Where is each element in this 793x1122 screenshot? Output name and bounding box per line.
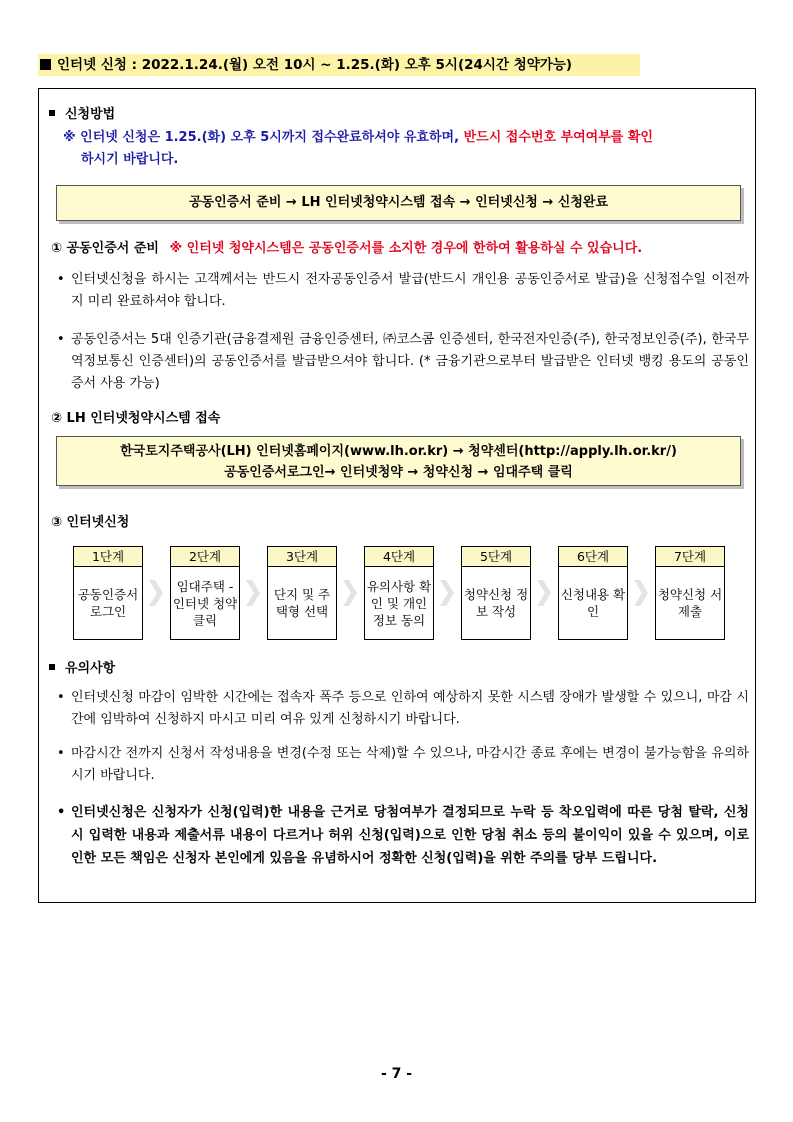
dot-bullet-icon: • [57,746,65,761]
step3-heading: ③ 인터넷신청 [51,515,130,530]
caution-bullet-bold [57,801,749,870]
step-label: 5단계 [462,547,530,567]
dot-bullet-icon: • [57,690,65,705]
page-title-text: 인터넷 신청 : 2022.1.24.(월) 오전 10시 ~ 1.25.(화) 오후 5시(24시간 청약가능) [57,57,573,73]
caution-bullet [57,743,749,787]
caution-bullet-text: 인터넷신청 마감이 임박한 시간에는 접속자 폭주 등으로 인하여 예상하지 못한 시스템 장애가 발생할 수 있으니, 마감 시간에 임박하여 신청하지 마시고 미리 여유 있게 신청하시기 바랍니다. [71,690,749,727]
caution-bullet [57,687,749,731]
step-box [364,546,434,640]
page-number: - 7 - [380,1066,413,1082]
chevron-right-icon [634,580,648,606]
step-desc: 공동인증서 로그인 [77,587,139,619]
step2-line2: 공동인증서로그인→ 인터넷청약 → 청약신청 → 임대주택 클릭 [224,465,573,480]
step-box [655,546,725,640]
step2-heading: ② LH 인터넷청약시스템 접속 [51,411,221,426]
square-bullet-icon [49,664,55,670]
square-bullet-icon [49,110,55,116]
method-note [63,127,653,149]
note-red-text: 반드시 접수번호 부여여부를 확인 [463,130,653,145]
content-frame [38,88,756,903]
step1-heading-text: ① 공동인증서 준비 [51,241,159,256]
step-box [461,546,531,640]
caution-bullet-text: 인터넷신청은 신청자가 신청(입력)한 내용을 근거로 당첨여부가 결정되므로 누락 등 착오입력에 따른 당첨 탈락, 신청 시 입력한 내용과 제출서류 내용이 다르거나 허위 신청(입력)으로 인한 당첨 취소 등의 불이익이 있을 수 있으며, 이로 인한 모든 책임은 신청자 본인에게 있음을 유념하시어 정확한 신청(입력)을 위한 주의를 당부 드립니다. [71,805,749,866]
step1-bullet [57,329,749,395]
method-note-line2: 하시기 바랍니다. [81,152,179,167]
step-desc: 유의사항 확인 및 개인정보 동의 [366,578,432,628]
page-title [38,54,640,76]
flow-summary-box [56,185,741,221]
chevron-right-icon [537,580,551,606]
step-box [73,546,143,640]
step-desc: 신청내용 확인 [560,587,626,619]
chevron-right-icon [343,580,357,606]
step1-bullet [57,269,749,313]
step-box [170,546,240,640]
step2-line1: 한국토지주택공사(LH) 인터넷홈페이지(www.lh.or.kr) → 청약센터(http://apply.lh.or.kr/) [120,444,677,459]
chevron-right-icon [149,580,163,606]
method-heading [49,103,115,122]
step-desc: 임대주택 -인터넷 청약 클릭 [172,578,238,628]
step-box [267,546,337,640]
step-label: 7단계 [656,547,724,567]
note-mark: ※ [63,130,76,145]
step-desc: 단지 및 주택형 선택 [273,587,331,619]
caution-heading-text: 유의사항 [65,661,116,676]
step-label: 3단계 [268,547,336,567]
step-desc: 청약신청 서제출 [657,587,723,619]
chevron-right-icon [440,580,454,606]
caution-bullet-text: 마감시간 전까지 신청서 작성내용을 변경(수정 또는 삭제)할 수 있으나, 마감시간 종료 후에는 변경이 불가능함을 유의하시기 바랍니다. [71,746,749,783]
method-heading-text: 신청방법 [65,107,116,122]
dot-bullet-icon: • [57,272,65,287]
chevron-right-icon [246,580,260,606]
square-bullet-icon [40,59,51,70]
step1-heading [51,237,642,256]
step1-warning: ※ 인터넷 청약시스템은 공동인증서를 소지한 경우에 한하여 활용하실 수 있습니다. [169,241,643,256]
step-desc: 청약신청 정보 작성 [463,587,529,619]
step1-bullet-text: 공동인증서는 5대 인증기관(금융결제원 금융인증센터, ㈜코스콤 인증센터, 한국전자인증(주), 한국정보인증(주), 한국무역정보통신 인증센터)의 공동인증서를 발급받으셔야 합니다. (* 금융기관으로부터 발급받은 인터넷 뱅킹 용도의 공동인증서 사용 가능) [71,332,749,391]
step-label: 1단계 [74,547,142,567]
step2-box [56,436,741,486]
dot-bullet-icon: • [57,805,66,820]
caution-heading [49,657,115,676]
step1-bullet-text: 인터넷신청을 하시는 고객께서는 반드시 전자공동인증서 발급(반드시 개인용 공동인증서로 발급)을 신청접수일 이전까지 미리 완료하셔야 합니다. [71,272,749,309]
step-box [558,546,628,640]
step-label: 4단계 [365,547,433,567]
step-label: 2단계 [171,547,239,567]
note-blue-text: 인터넷 신청은 1.25.(화) 오후 5시까지 접수완료하셔야 유효하며, [80,130,460,145]
flow-summary-text: 공동인증서 준비 → LH 인터넷청약시스템 접속 → 인터넷신청 → 신청완료 [188,195,609,210]
step-label: 6단계 [559,547,627,567]
dot-bullet-icon: • [57,332,65,347]
